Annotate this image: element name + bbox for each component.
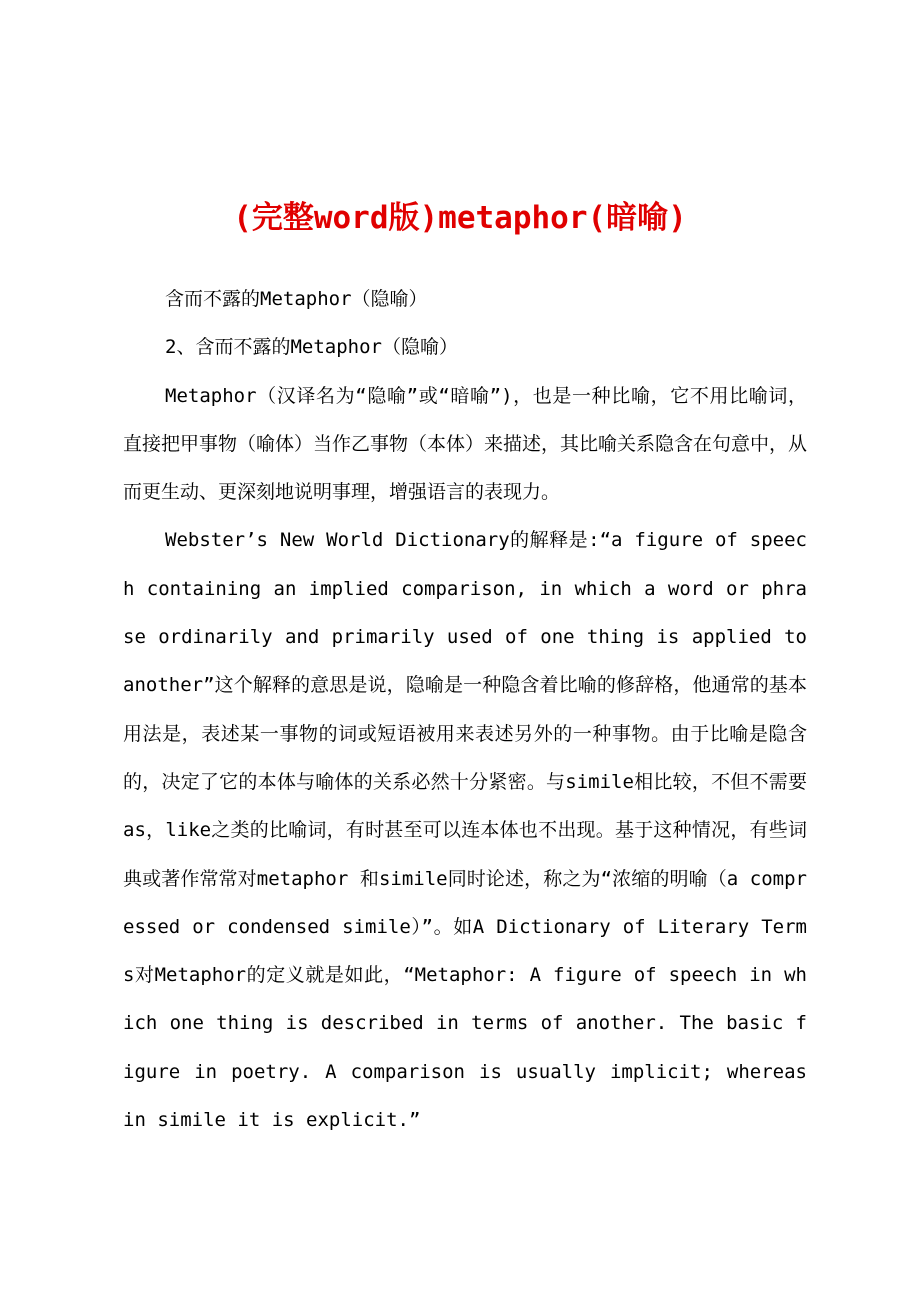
paragraph-dictionary-explanation: Webster’s New World Dictionary的解释是:“a figure of speech containing an implied comparison, in which a word or phrase ordinarily and primarily used of one thing is applied to another”这个解释的意思是说，隐喻是一种隐含着比喻的修辞格，他通常的基本用法是，表述某一事物的词或短语被用来表述另外的一种事物。由于比喻是隐含的，决定了它的本体与喻体的关系必然十分紧密。与simile相比较，不但不需要as，like之类的比喻词，有时甚至可以连本体也不出现。基于这种情况，有些词典或著作常常对metaphor 和simile同时论述，称之为“浓缩的明喻（a compressed or condensed simile）”。如A Dictionary of Literary Terms对Metaphor的定义就是如此，“Metaphor: A figure of speech in which one thing is described in terms of another. The basic figure in poetry. A comparison is usually implicit; whereas in simile it is explicit.” [123, 529, 807, 1132]
paragraph-heading-2: 2、含而不露的Metaphor（隐喻） [165, 336, 458, 359]
page-title: (完整word版)metaphor(暗喻) [233, 200, 687, 236]
paragraph-definition: Metaphor（汉译名为“隐喻”或“暗喻”)，也是一种比喻，它不用比喻词，直接把甲事物（喻体）当作乙事物（本体）来描述，其比喻关系隐含在句意中，从而更生动、更深刻地说明事理，增强语言的表现力。 [123, 384, 808, 504]
document-body [123, 275, 807, 1144]
paragraph-heading-1: 含而不露的Metaphor（隐喻） [165, 288, 428, 310]
